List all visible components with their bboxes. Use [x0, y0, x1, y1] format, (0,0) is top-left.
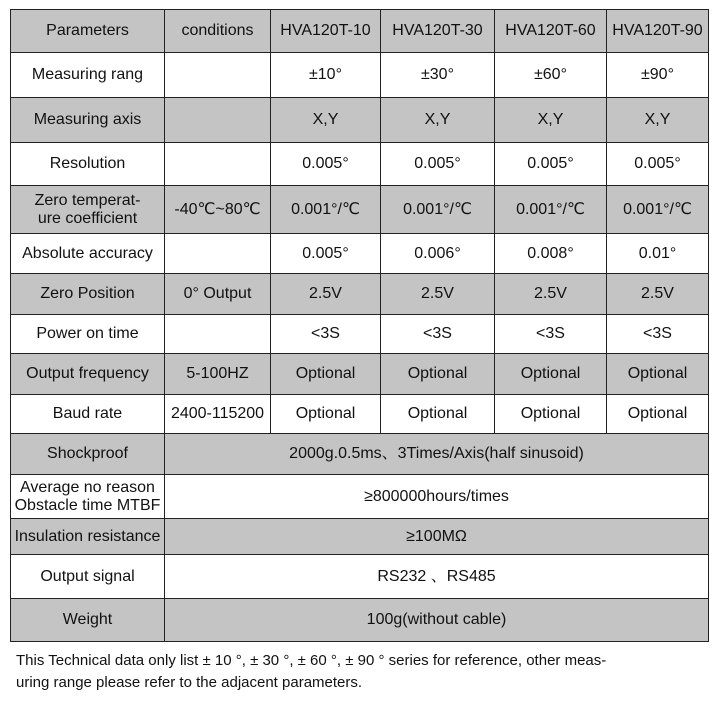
table-row: [11, 98, 709, 143]
condition-cell: 2400-115200: [165, 395, 271, 434]
value-cell: 2.5V: [381, 274, 495, 315]
table-row: [11, 475, 709, 519]
param-label: Output signal: [11, 555, 165, 599]
value-cell: X,Y: [607, 98, 709, 143]
value-cell: 0.001°/℃: [607, 186, 709, 234]
condition-cell: -40℃~80℃: [165, 186, 271, 234]
value-cell: 2.5V: [495, 274, 607, 315]
table-row: [11, 234, 709, 274]
merged-value-cell: 100g(without cable): [165, 599, 709, 642]
spec-table: [10, 9, 709, 642]
value-cell: <3S: [381, 315, 495, 354]
condition-cell: [165, 53, 271, 98]
table-row: [11, 434, 709, 475]
header-model: HVA120T-30: [381, 10, 495, 53]
value-cell: ±10°: [271, 53, 381, 98]
value-cell: Optional: [607, 395, 709, 434]
table-row: [11, 555, 709, 599]
condition-cell: [165, 315, 271, 354]
value-cell: ±30°: [381, 53, 495, 98]
header-row: [11, 10, 709, 53]
value-cell: X,Y: [381, 98, 495, 143]
header-conditions: conditions: [165, 10, 271, 53]
value-cell: Optional: [495, 395, 607, 434]
merged-value-cell: ≥800000hours/times: [165, 475, 709, 519]
value-cell: 2.5V: [607, 274, 709, 315]
param-label-line: Zero temperat-: [34, 191, 141, 209]
param-label: Weight: [11, 599, 165, 642]
value-cell: 0.001°/℃: [271, 186, 381, 234]
table-row: [11, 395, 709, 434]
footnote-line: This Technical data only list ± 10 °, ± 30 °, ± 60 °, ± 90 ° series for reference, other meas-: [16, 652, 607, 669]
table-row: [11, 599, 709, 642]
condition-cell: [165, 234, 271, 274]
table-row: [11, 315, 709, 354]
value-cell: ±60°: [495, 53, 607, 98]
param-label: [11, 186, 165, 234]
param-label: Zero Position: [11, 274, 165, 315]
param-label-line: ure coefficient: [37, 209, 138, 227]
value-cell: 0.001°/℃: [381, 186, 495, 234]
param-label: Measuring rang: [11, 53, 165, 98]
param-label: Power on time: [11, 315, 165, 354]
param-label: Measuring axis: [11, 98, 165, 143]
merged-value-cell: ≥100MΩ: [165, 519, 709, 555]
header-model: HVA120T-60: [495, 10, 607, 53]
header-model: HVA120T-10: [271, 10, 381, 53]
value-cell: <3S: [607, 315, 709, 354]
value-cell: Optional: [381, 395, 495, 434]
value-cell: 0.005°: [271, 234, 381, 274]
param-label: Insulation resistance: [11, 519, 165, 555]
value-cell: X,Y: [495, 98, 607, 143]
value-cell: 0.005°: [495, 143, 607, 186]
value-cell: 0.005°: [607, 143, 709, 186]
value-cell: 0.001°/℃: [495, 186, 607, 234]
value-cell: Optional: [495, 354, 607, 395]
value-cell: 0.005°: [271, 143, 381, 186]
condition-cell: [165, 143, 271, 186]
condition-cell: [165, 98, 271, 143]
value-cell: 0.005°: [381, 143, 495, 186]
value-cell: <3S: [495, 315, 607, 354]
param-label-line: Average no reason: [20, 478, 155, 496]
footnote: [16, 650, 716, 694]
table-row: [11, 143, 709, 186]
param-label: [11, 475, 165, 519]
merged-value-cell: RS232 、RS485: [165, 555, 709, 599]
condition-cell: 5-100HZ: [165, 354, 271, 395]
value-cell: Optional: [607, 354, 709, 395]
value-cell: Optional: [271, 395, 381, 434]
value-cell: X,Y: [271, 98, 381, 143]
param-label: Baud rate: [11, 395, 165, 434]
table-row: [11, 354, 709, 395]
header-parameters: Parameters: [11, 10, 165, 53]
param-label: Output frequency: [11, 354, 165, 395]
param-label-line: Obstacle time MTBF: [14, 496, 161, 514]
value-cell: 0.01°: [607, 234, 709, 274]
param-label: Resolution: [11, 143, 165, 186]
param-label: Absolute accuracy: [11, 234, 165, 274]
table-row: [11, 53, 709, 98]
footnote-line: uring range please refer to the adjacent parameters.: [16, 674, 363, 691]
value-cell: 2.5V: [271, 274, 381, 315]
value-cell: 0.006°: [381, 234, 495, 274]
value-cell: ±90°: [607, 53, 709, 98]
param-label: Shockproof: [11, 434, 165, 475]
merged-value-cell: 2000g.0.5ms、3Times/Axis(half sinusoid): [165, 434, 709, 475]
table-row: [11, 519, 709, 555]
header-model: HVA120T-90: [607, 10, 709, 53]
value-cell: Optional: [381, 354, 495, 395]
table-row: [11, 186, 709, 234]
condition-cell: 0° Output: [165, 274, 271, 315]
table-row: [11, 274, 709, 315]
value-cell: <3S: [271, 315, 381, 354]
value-cell: Optional: [271, 354, 381, 395]
value-cell: 0.008°: [495, 234, 607, 274]
